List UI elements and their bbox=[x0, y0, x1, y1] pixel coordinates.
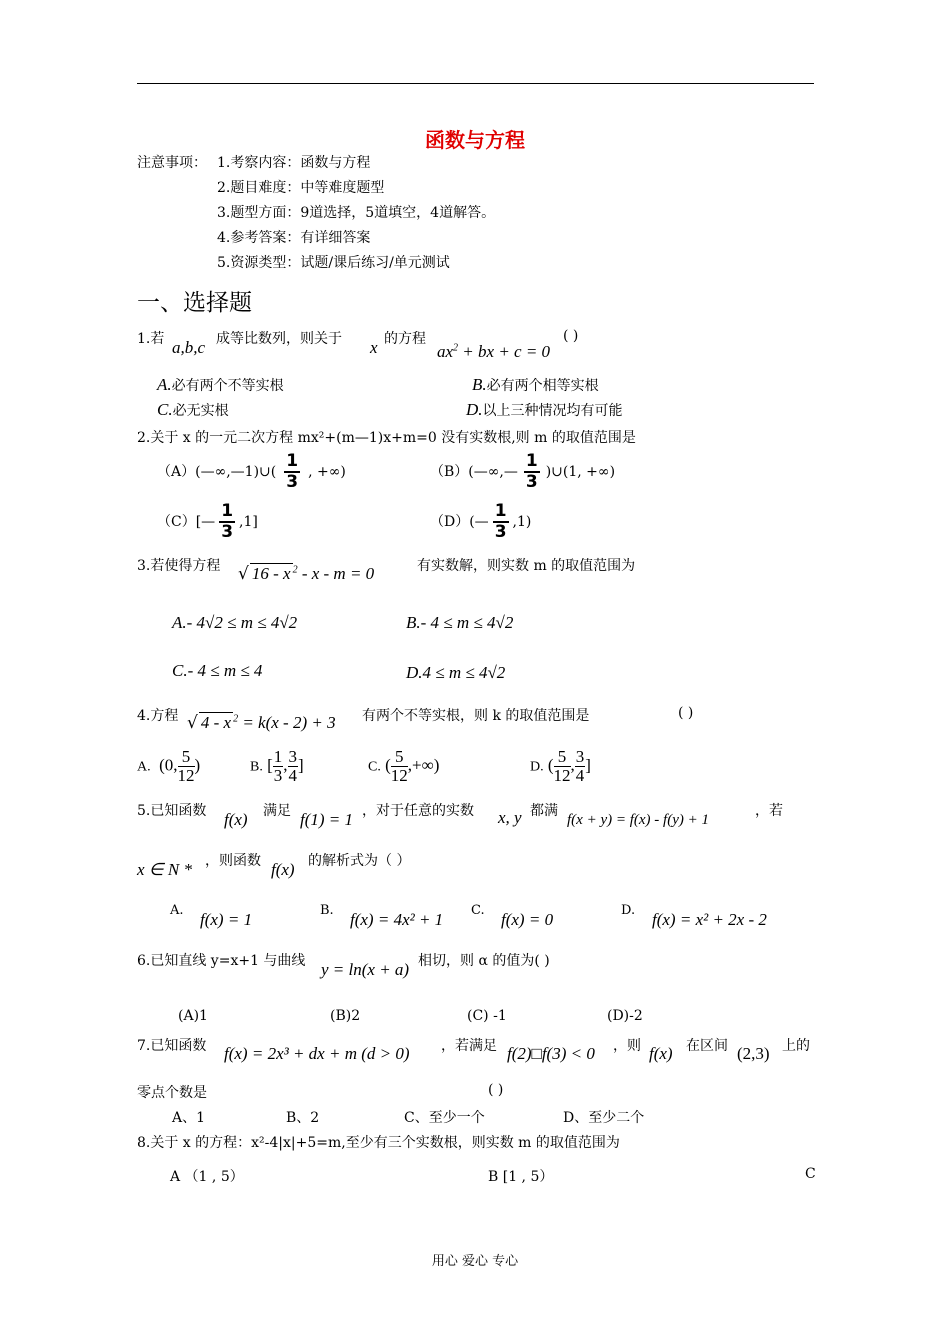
q8-option-a: A （1 , 5） bbox=[170, 1169, 244, 1185]
q5-xN: x ∈ N * bbox=[137, 860, 192, 879]
q5-fx2: f(x) bbox=[271, 860, 295, 879]
q6-pre: 6.已知直线 y=x+1 与曲线 bbox=[137, 953, 306, 969]
q3-eq: √ 16 - x $^2$ - x - m = 0 bbox=[238, 564, 375, 584]
q5-fx: f(x) bbox=[224, 810, 248, 829]
q3-option-d: D.4 ≤ m ≤ 4√2 bbox=[406, 663, 506, 682]
q1-option-a: A.必有两个不等实根 bbox=[157, 375, 284, 394]
q4-pre: 4.方程 bbox=[137, 708, 179, 724]
q1-option-b: B.必有两个相等实根 bbox=[472, 375, 599, 394]
q7-eq: f(x) = 2x³ + dx + m (d > 0) bbox=[224, 1044, 410, 1063]
q3-option-a: A.- 4√2 ≤ m ≤ 4√2 bbox=[172, 613, 298, 632]
q8-option-c: C bbox=[805, 1166, 816, 1182]
q5-eq: f(x + y) = f(x) - f(y) + 1 bbox=[567, 812, 709, 828]
q5-option-c-label: C. bbox=[471, 903, 485, 918]
note-item-4: 4.参考答案：有详细答案 bbox=[217, 230, 371, 246]
note-item-5: 5.资源类型：试题/课后练习/单元测试 bbox=[217, 255, 450, 271]
q5-m1: 满足 bbox=[263, 803, 291, 819]
q5-option-c: f(x) = 0 bbox=[501, 910, 554, 929]
q4-option-b: B. [ $\frac{1}{3}$ , $\frac{3}{4}$ ] bbox=[250, 747, 304, 785]
q4-eq: √ 4 - x $^2$ = k(x - 2) + 3 bbox=[187, 713, 336, 733]
q1-option-d: D.以上三种情况均有可能 bbox=[466, 400, 623, 419]
q3-pre: 3.若使得方程 bbox=[137, 558, 221, 574]
q2-text: 2.关于 x 的一元二次方程 mx²+(m—1)x+m=0 没有实数根,则 m 的取值范围是 bbox=[137, 430, 636, 446]
q4-post: 有两个不等实根，则 k 的取值范围是 bbox=[362, 708, 590, 724]
q5-option-d-label: D. bbox=[621, 903, 636, 918]
q7-option-a: A、1 bbox=[172, 1110, 206, 1126]
q7-option-d: D、至少二个 bbox=[563, 1110, 645, 1126]
page-title: 函数与方程 bbox=[425, 128, 525, 152]
q6-option-b: (B)2 bbox=[330, 1008, 361, 1024]
q5-option-d: f(x) = x² + 2x - 2 bbox=[652, 910, 767, 929]
q2-option-c: （C）[— $\frac{1}{3}$ ,1] bbox=[157, 501, 258, 542]
q5-xy: x, y bbox=[498, 808, 522, 827]
q1-x: x bbox=[370, 338, 378, 357]
q1-option-c: C.必无实根 bbox=[157, 400, 229, 419]
q5-m4: ，若 bbox=[755, 803, 783, 819]
q1-answer-paren: ( ) bbox=[563, 328, 579, 344]
q7-m1: ，若满足 bbox=[441, 1038, 497, 1054]
q6-option-d: (D)-2 bbox=[607, 1008, 643, 1024]
q8-text: 8.关于 x 的方程：x²-4|x|+5=m,至少有三个实数根，则实数 m 的取值范围为 bbox=[137, 1135, 620, 1151]
q6-eq: y = ln(x + a) bbox=[321, 960, 410, 979]
q3-post: 有实数解，则实数 m 的取值范围为 bbox=[417, 558, 636, 574]
q3-option-b: B.- 4 ≤ m ≤ 4√2 bbox=[406, 613, 514, 632]
q6-option-a: (A)1 bbox=[178, 1008, 208, 1024]
q5-option-b-label: B. bbox=[320, 903, 334, 918]
notes-label: 注意事项： bbox=[137, 155, 207, 171]
note-item-2: 2.题目难度：中等难度题型 bbox=[217, 180, 385, 196]
q7-option-b: B、2 bbox=[286, 1110, 320, 1126]
q5-option-b: f(x) = 4x² + 1 bbox=[350, 910, 444, 929]
q5-f1: f(1) = 1 bbox=[300, 810, 354, 829]
q7-m4: 上的 bbox=[782, 1038, 810, 1054]
note-item-3: 3.题型方面：9道选择，5道填空，4道解答。 bbox=[217, 205, 496, 221]
q7-m3: 在区间 bbox=[686, 1038, 728, 1054]
q1-eq: $ax^2$ + bx + c = 0 bbox=[437, 342, 551, 361]
q7-interval: (2,3) bbox=[737, 1044, 770, 1063]
q5-m5: ，则函数 bbox=[205, 853, 261, 869]
q5-m2: ，对于任意的实数 bbox=[362, 803, 474, 819]
q4-option-d: D. ( $\frac{5}{12}$ , $\frac{3}{4}$ ] bbox=[530, 747, 591, 785]
q2-option-a: （A）(—∞,—1)∪( $\frac{1}{3}$ , +∞) bbox=[157, 451, 346, 492]
q4-option-a: A. (0, $\frac{5}{12}$ ) bbox=[137, 747, 201, 785]
page-footer: 用心 爱心 专心 bbox=[431, 1254, 519, 1269]
q5-option-a: f(x) = 1 bbox=[200, 910, 253, 929]
q3-option-c: C.- 4 ≤ m ≤ 4 bbox=[172, 661, 263, 680]
q1-mid: 成等比数列，则关于 bbox=[216, 331, 342, 347]
q2-option-b: （B）(—∞,— $\frac{1}{3}$ )∪(1, +∞) bbox=[430, 451, 616, 492]
q4-option-c: C. ( $\frac{5}{12}$ ,+∞) bbox=[368, 747, 440, 785]
q1-vars: a,b,c bbox=[172, 338, 206, 357]
q8-option-b: B [1 , 5） bbox=[488, 1169, 554, 1185]
q7-m2: ，则 bbox=[613, 1038, 641, 1054]
q7-option-c: C、至少一个 bbox=[404, 1110, 485, 1126]
q2-option-d: （D）(— $\frac{1}{3}$ ,1) bbox=[430, 501, 532, 542]
q5-m6: 的解析式为（ ） bbox=[308, 853, 411, 869]
q7-line2: 零点个数是 bbox=[137, 1085, 207, 1101]
q6-option-c: (C) -1 bbox=[467, 1008, 507, 1024]
q4-answer-paren: ( ) bbox=[678, 705, 694, 721]
q6-post: 相切，则 α 的值为( ) bbox=[418, 953, 550, 969]
q7-fx: f(x) bbox=[649, 1044, 673, 1063]
q1-pre: 1.若 bbox=[137, 331, 165, 347]
q7-cond: f(2)□f(3) < 0 bbox=[507, 1044, 595, 1063]
q5-pre: 5.已知函数 bbox=[137, 803, 207, 819]
section-heading: 一、选择题 bbox=[137, 290, 252, 316]
q5-option-a-label: A. bbox=[170, 903, 184, 918]
q7-pre: 7.已知函数 bbox=[137, 1038, 207, 1054]
q5-m3: 都满 bbox=[530, 803, 558, 819]
note-item-1: 1.考察内容：函数与方程 bbox=[217, 155, 371, 171]
q1-post: 的方程 bbox=[384, 331, 426, 347]
q7-answer-paren: ( ) bbox=[488, 1082, 504, 1098]
header-rule bbox=[137, 83, 814, 84]
